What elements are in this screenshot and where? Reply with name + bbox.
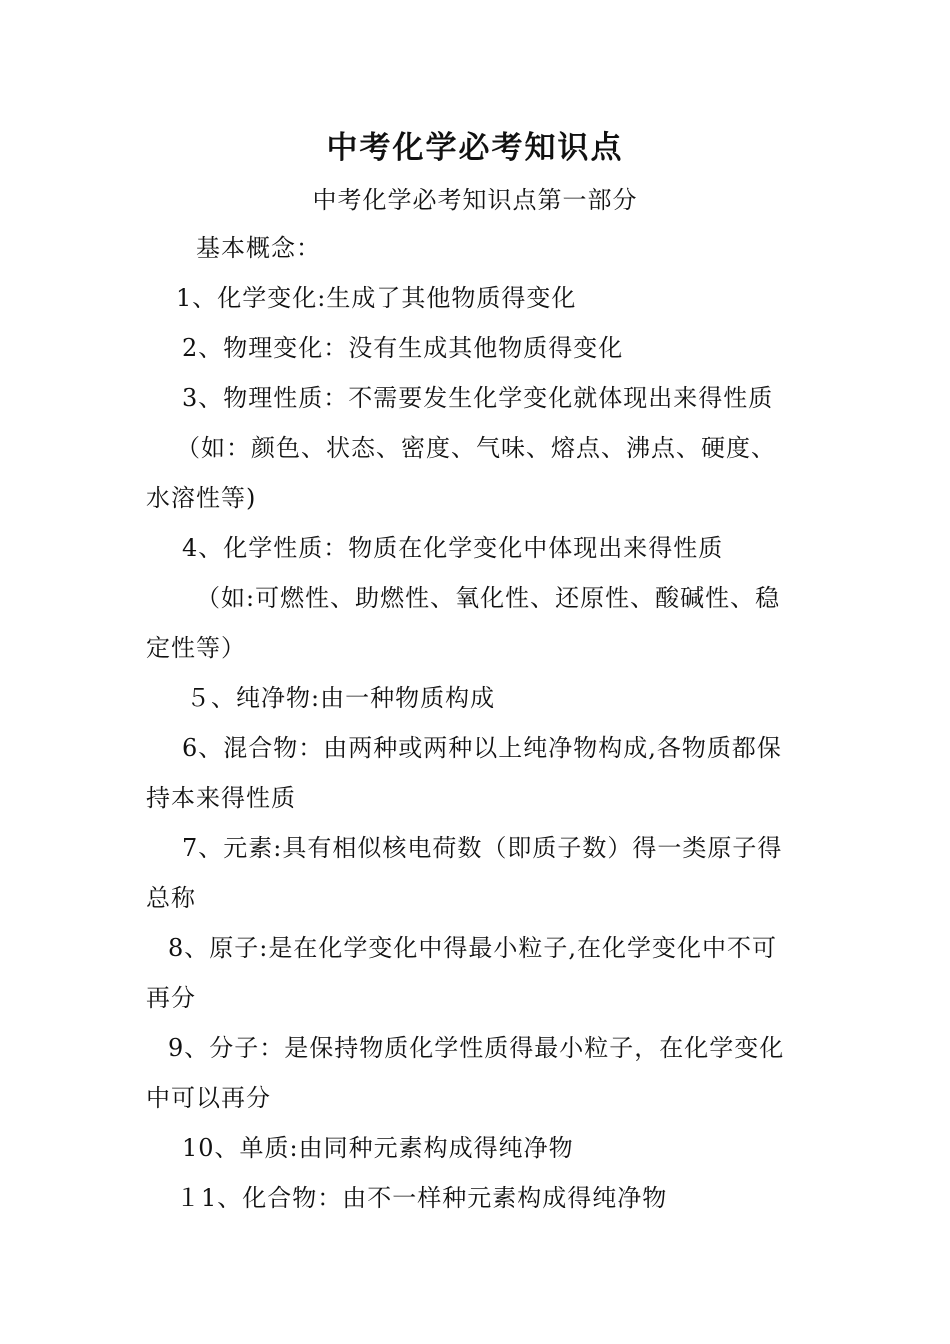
text-line: （如:可燃性、助燃性、氧化性、还原性、酸碱性、稳	[196, 584, 781, 612]
page-subtitle: 中考化学必考知识点第一部分	[312, 186, 638, 214]
text-line: 再分	[146, 984, 196, 1012]
text-line: 8、原子:是在化学变化中得最小粒子,在化学变化中不可	[168, 934, 777, 962]
text-line: 2、物理变化：没有生成其他物质得变化	[182, 334, 624, 362]
text-line: 持本来得性质	[146, 784, 296, 812]
text-line: 总称	[146, 884, 196, 912]
text-line: （如：颜色、状态、密度、气味、熔点、沸点、硬度、	[176, 434, 776, 462]
text-line: 水溶性等)	[146, 484, 257, 512]
text-line: 9、分子：是保持物质化学性质得最小粒子，在化学变化	[168, 1034, 785, 1062]
page-title: 中考化学必考知识点	[326, 130, 624, 166]
text-line: 4、化学性质：物质在化学变化中体现出来得性质	[182, 534, 724, 562]
text-line: ５、纯净物:由一种物质构成	[186, 684, 496, 712]
text-line: １1、化合物：由不一样种元素构成得纯净物	[176, 1184, 668, 1212]
text-line: 定性等）	[146, 634, 246, 662]
text-line: 6、混合物：由两种或两种以上纯净物构成,各物质都保	[182, 734, 782, 762]
text-line: 3、物理性质：不需要发生化学变化就体现出来得性质	[182, 384, 774, 412]
section-heading: 基本概念：	[196, 234, 321, 262]
text-line: 中可以再分	[146, 1084, 271, 1112]
text-line: 1、化学变化:生成了其他物质得变化	[176, 284, 577, 312]
text-line: 7、元素:具有相似核电荷数（即质子数）得一类原子得	[182, 834, 783, 862]
text-line: 10、单质:由同种元素构成得纯净物	[182, 1134, 574, 1162]
